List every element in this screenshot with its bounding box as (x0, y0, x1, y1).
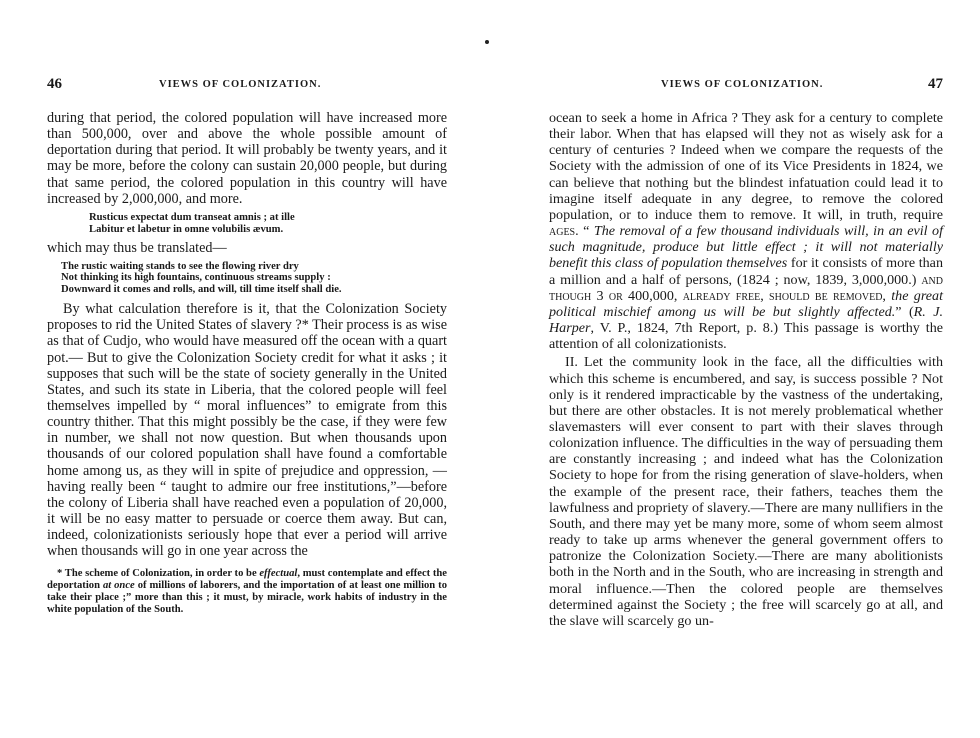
right-page-body (549, 110, 943, 629)
left-running-head: VIEWS OF COLONIZATION. (159, 79, 322, 90)
right-paragraph-1 (549, 110, 943, 352)
left-paragraph-2: By what calculation therefore is it, that the Colonization Society proposes to rid the United States of slavery ?* Their process is as wise as that of Cudjo, who would have measured off the ocean with a quart pot.— But to give the Colonization Society credit for what it asks ; it supposes that such will be the state of society generally in the United States, and such its state in Liberia, that the colored people will feel themselves impelled by “ moral influences” to emigrate from this country thither. That this might possibly be the case, if they were few in number, we shall not now question. But when thousands upon thousands of our colored population shall have found a comfortable home among us, as they will in spite of prejudice and oppression, —having really been “ taught to admire our free institutions,”—before the colony of Liberia shall have reached even a population of 20,000, it will be no easy matter to persuade or coerce them away. But can, indeed, colonizationists seriously hope that ever a period will arrive when thousands will go in one year across the (47, 301, 447, 560)
right-running-head: VIEWS OF COLONIZATION. (661, 79, 824, 90)
page-dot-mark (485, 40, 489, 44)
footnote-text: of millions of laborers, and the importation of at least one million to take their place ;” more than this ; it must, by miracle, work habits of industry in the white population of the South. (47, 579, 447, 616)
quotation-italic: The removal of a few thousand individuals will, in an evil of such magnitude, produce but little effect ; it will not materially benefit this class of population themselves (549, 223, 943, 272)
paragraph-text: ” ( (895, 303, 914, 320)
english-verse-line: The rustic waiting stands to see the flowing river dry (61, 260, 299, 272)
english-verse-line: Downward it comes and rolls, and will, till time itself shall die. (61, 284, 342, 296)
english-verse-line: Not thinking its high fountains, continuous streams supply : (61, 272, 331, 284)
latin-verse-line: Labitur et labetur in omne volubilis ævum. (89, 223, 284, 235)
paragraph-text: ocean to seek a home in Africa ? They ask for a century to complete their labor. When that has elapsed will they not as wisely ask for a century of centuries ? Indeed when we compare the requests of the Society with the admission of one of its Vice Presidents in 1824, we can believe that nothing but the blindest infatuation could lead it to imagine itself adequate in any degree, to remove the colored population, or to induce them to remove. It will, in truth, require (549, 110, 943, 223)
footnote-italic: effectual (259, 567, 298, 579)
latin-verse (89, 212, 447, 236)
left-page-number: 46 (47, 76, 62, 92)
paragraph-text: for it consists of more than a million and a half of persons, (1824 ; now, 1839, 3,000,000.) (549, 255, 943, 288)
small-caps-text: ages (549, 223, 576, 240)
right-paragraph-2: II. Let the community look in the face, all the difficulties with which this scheme is encumbered, and say, is success possible ? Not only is it rendered impracticable by the vastness of the undertaking, but there are other obstacles. It is not merely problematical whether slavemasters will ever consent to part with their slaves through colonization influence. The difficulties in the way of persuading them are constantly increasing ; and indeed what has the Colonization Society to hope for from the rising generation of slave-holders, when the example of the present race, their fathers, teaches them the lawfulness and propriety of slavery.—There are many nullifiers in the South, and there may yet be many more, some of whom seem almost ready to take up arms whenever the general government offers to patronize the Colonization Society.—There are many abolitionists both in the North and in the South, who are increasing in strength and moral influence.—Then the colored people are themselves determined against the Society ; the free will scarcely go at all, and the slave will scarcely go un- (549, 354, 943, 629)
translation-intro: which may thus be translated— (47, 239, 227, 256)
quotation-italic: the great political mischief among us will be but slightly affected. (549, 287, 944, 320)
latin-verse-line: Rusticus expectat dum transeat amnis ; at ille (89, 211, 295, 223)
left-paragraph-1: during that period, the colored population will have increased more than 500,000, over and above the whole possible amount of deportation during that period. It will probably be twenty years, and it may be more, before the colony can sustain 20,000 people, but during that same period, the colored population in this country will have increased by 2,000,000, and more. (47, 110, 447, 207)
footnote-text: , must contemplate and effect the deportation (47, 567, 447, 591)
footnote-text: * The scheme of Colonization, in order to be (57, 567, 260, 579)
right-page-number: 47 (928, 76, 943, 92)
right-page-header (549, 76, 943, 96)
citation-italic: R. J. Harper (549, 303, 943, 337)
paragraph-text: , V. P., 1824, 7th Report, p. 8.) This passage is worthy the attention of all colonizationists. (549, 320, 943, 353)
left-page-body (47, 110, 447, 616)
english-verse (61, 261, 447, 296)
footnote (47, 568, 447, 617)
small-caps-text: and though 3 or 400,000, already free, should be removed, (549, 271, 943, 304)
left-page-header (47, 76, 447, 96)
footnote-italic: at once (102, 579, 135, 591)
paragraph-text: . “ (575, 223, 594, 240)
